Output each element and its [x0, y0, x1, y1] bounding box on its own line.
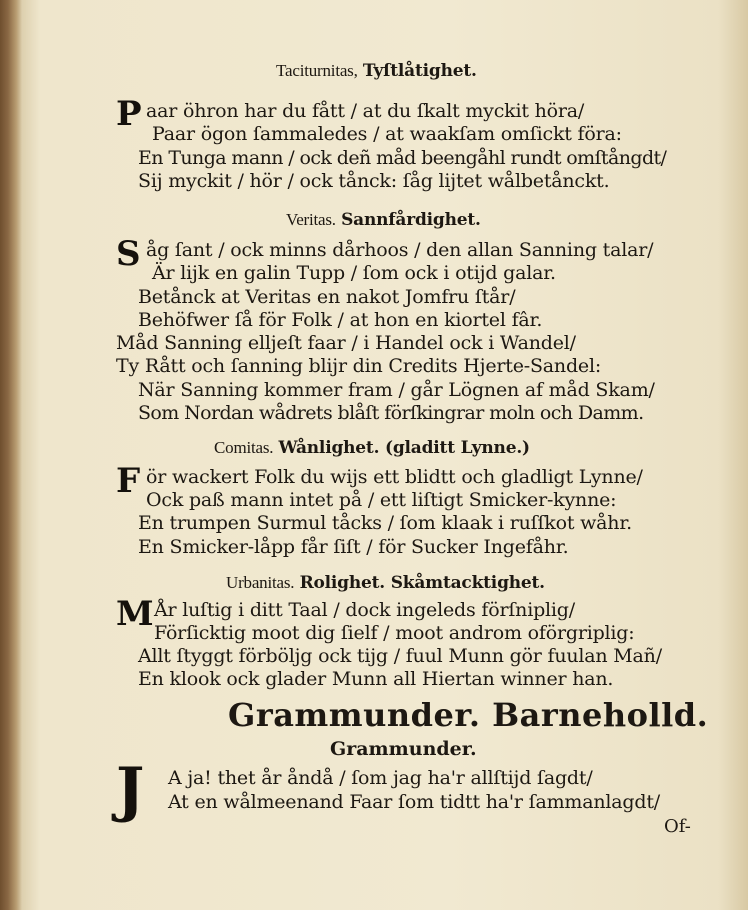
heading-latin: Urbanitas.	[226, 573, 295, 592]
verse-line: När Sanning kommer fram / går Lögnen af måd Skam/	[138, 379, 655, 401]
verse-line: År luſtig i ditt Taal / dock ingeleds förſniplig/	[154, 599, 575, 621]
verse-line: Ty Rått och ſanning blijr din Credits Hjerte-Sandel:	[116, 355, 602, 377]
verse-line: Ock paß mann intet på / ett liſtigt Smicker-kynne:	[146, 489, 617, 511]
verse-line: A ja! thet år åndå / ſom jag ha'r allſtijd ſagdt/	[168, 767, 593, 789]
verse-line: ör wackert Folk du wijs ett blidtt och gladligt Lynne/	[146, 466, 643, 488]
initial-letter: P	[116, 94, 142, 134]
verse-line: En Smicker-låpp får ſiſt / för Sucker Ingefåhr.	[138, 536, 569, 558]
verse-line: At en wålmeenand Faar ſom tidtt ha'r ſammanlagdt/	[168, 791, 660, 813]
speaker-heading: Grammunder.	[330, 738, 477, 760]
section-heading-veritas	[286, 209, 481, 231]
initial-letter: M	[116, 594, 154, 634]
verse-line: Förſicktig moot dig ſielf / moot androm oförgriplig:	[154, 622, 635, 644]
heading-latin: Taciturnitas,	[276, 61, 358, 80]
verse-line: En Tunga mann / ock deñ måd beengåhl rundt omſtångdt/	[138, 147, 667, 169]
verse-line: Allt ſtyggt förböljg ock tijg / fuul Munn gör fuulan Mañ/	[138, 645, 662, 667]
catchword: Of-	[664, 816, 691, 837]
verse-line: En trumpen Surmul tåcks / ſom klaak i ruſſkot wåhr.	[138, 512, 632, 534]
heading-swedish: Tyſtlåtighet.	[362, 61, 477, 81]
section-heading-taciturnitas	[276, 60, 477, 82]
verse-line: åg ſant / ock minns dårhoos / den allan Sanning talar/	[146, 239, 654, 261]
verse-line: Sij myckit / hör / ock tånck: ſåg lijtet wålbetånckt.	[138, 170, 610, 192]
verse-line: Måd Sanning elljeſt faar / i Handel ock i Wandel/	[116, 332, 576, 354]
verse-line: Paar ögon ſammaledes / at waakſam omſickt föra:	[152, 123, 622, 145]
verse-line: Behöfwer ſå för Folk / at hon en kiortel fâr.	[138, 309, 543, 331]
verse-line: aar öhron har du fått / at du ſkalt myckit höra/	[146, 100, 585, 122]
book-binding-edge	[0, 0, 22, 910]
page-title: Grammunder. Barneholld.	[228, 696, 709, 734]
heading-swedish: Sannfårdighet.	[341, 210, 481, 230]
verse-line: Som Nordan wådrets blåſt förſkingrar moln och Damm.	[138, 402, 644, 424]
verse-line: Betånck at Veritas en nakot Jomfru ſtår/	[138, 286, 516, 308]
verse-line: Är lijk en galin Tupp / ſom ock i otijd galar.	[152, 262, 556, 284]
ornamental-initial: J	[116, 755, 145, 825]
heading-swedish: Rolighet. Skåmtacktighet.	[299, 573, 545, 593]
section-heading-comitas	[214, 437, 530, 459]
verse-line: En klook ock glader Munn all Hiertan winner han.	[138, 668, 614, 690]
heading-swedish: Wånlighet. (gladitt Lynne.)	[278, 438, 530, 458]
initial-letter: F	[116, 461, 141, 501]
initial-letter: S	[116, 234, 141, 274]
heading-latin: Comitas.	[214, 438, 274, 457]
heading-latin: Veritas.	[286, 210, 336, 229]
section-heading-urbanitas	[226, 572, 545, 594]
